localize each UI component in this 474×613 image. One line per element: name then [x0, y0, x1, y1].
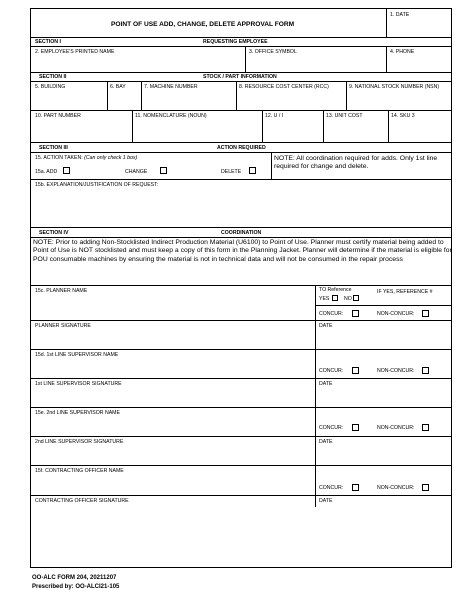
- office-symbol-field[interactable]: 3. OFFICE SYMBOL: [249, 49, 297, 55]
- coordination-note: NOTE: All coordination required for adds. Only 1st line required for change and delete.: [274, 155, 438, 171]
- section4-heading: COORDINATION: [221, 230, 262, 236]
- action-hint: (Can only check 1 box): [84, 155, 138, 161]
- sku-field[interactable]: 14. SKU 3: [391, 113, 415, 119]
- add-label: 15a. ADD: [35, 169, 58, 175]
- sup2-signature-field[interactable]: 2nd LINE SUPERVISOR SIGNATURE: [35, 439, 124, 445]
- sup2-nonconcur-label: NON-CONCUR:: [377, 425, 415, 431]
- nsn-field[interactable]: 9. NATIONAL STOCK NUMBER (NSN): [349, 84, 440, 90]
- building-field[interactable]: 5. BUILDING: [35, 84, 66, 90]
- no-label: NO: [344, 296, 352, 302]
- co-nonconcur-checkbox[interactable]: [422, 484, 429, 491]
- planner-name-field[interactable]: 15c. PLANNER NAME: [35, 288, 88, 294]
- unit-cost-field[interactable]: 13. UNIT COST: [326, 113, 363, 119]
- machine-number-field[interactable]: 7. MACHINE NUMBER: [144, 84, 198, 90]
- sup1-date-field[interactable]: DATE: [319, 381, 333, 387]
- no-checkbox[interactable]: [353, 295, 359, 301]
- section4-label: SECTION IV: [39, 230, 69, 236]
- sup1-nonconcur-checkbox[interactable]: [422, 367, 429, 374]
- section2-heading: STOCK / PART INFORMATION: [203, 74, 277, 80]
- sup2-concur-checkbox[interactable]: [352, 424, 359, 431]
- sup1-concur-checkbox[interactable]: [352, 367, 359, 374]
- to-reference-label: TO Reference: [319, 287, 352, 293]
- form-number: OO-ALC FORM 204, 20211207: [32, 575, 117, 581]
- rcc-field[interactable]: 8. RESOURCE COST CENTER (RCC): [239, 84, 329, 90]
- planner-nonconcur-checkbox[interactable]: [422, 310, 429, 317]
- co-signature-field[interactable]: CONTRACTING OFFICER SIGNATURE: [35, 498, 129, 504]
- form-title: POINT OF USE ADD, CHANGE, DELETE APPROVAL FORM: [111, 21, 295, 28]
- planner-signature-field[interactable]: PLANNER SIGNATURE: [35, 323, 91, 329]
- section1-label: SECTION I: [35, 39, 61, 45]
- part-number-field[interactable]: 10. PART NUMBER: [35, 113, 81, 119]
- nomenclature-field[interactable]: 11. NOMENCLATURE (NOUN): [135, 113, 207, 119]
- co-name-field[interactable]: 15f. CONTRACTING OFFICER NAME: [35, 468, 124, 474]
- add-checkbox[interactable]: [63, 167, 70, 174]
- planner-nonconcur-label: NON-CONCUR:: [377, 311, 415, 317]
- co-nonconcur-label: NON-CONCUR:: [377, 485, 415, 491]
- employee-name-field[interactable]: 2. EMPLOYEE'S PRINTED NAME: [35, 49, 115, 55]
- explanation-field[interactable]: 15b. EXPLANATION/JUSTIFICATION OF REQUEST:: [35, 182, 159, 188]
- yes-checkbox[interactable]: [332, 295, 338, 301]
- sup1-concur-label: CONCUR:: [319, 368, 344, 374]
- sup1-nonconcur-label: NON-CONCUR:: [377, 368, 415, 374]
- sup2-name-field[interactable]: 15e. 2nd LINE SUPERVISOR NAME: [35, 410, 120, 416]
- section2-label: SECTION II: [39, 74, 67, 80]
- sup2-nonconcur-checkbox[interactable]: [422, 424, 429, 431]
- planner-concur-checkbox[interactable]: [352, 310, 359, 317]
- co-concur-checkbox[interactable]: [352, 484, 359, 491]
- co-date-field[interactable]: DATE: [319, 498, 333, 504]
- ui-field[interactable]: 12. U / I: [265, 113, 284, 119]
- action-taken-label: 15. ACTION TAKEN: (Can only check 1 box): [35, 155, 138, 161]
- delete-checkbox[interactable]: [249, 167, 256, 174]
- sup1-name-field[interactable]: 15d. 1st LINE SUPERVISOR NAME: [35, 352, 119, 358]
- co-concur-label: CONCUR:: [319, 485, 344, 491]
- sup2-concur-label: CONCUR:: [319, 425, 344, 431]
- date-label: 1. DATE: [390, 12, 410, 18]
- section1-heading: REQUESTING EMPLOYEE: [203, 39, 268, 45]
- planner-concur-label: CONCUR:: [319, 311, 344, 317]
- yes-label: YES: [319, 296, 330, 302]
- sup1-signature-field[interactable]: 1st LINE SUPERVISOR SIGNATURE: [35, 381, 122, 387]
- change-label: CHANGE: [125, 169, 148, 175]
- section3-heading: ACTION REQUIRED: [217, 145, 266, 151]
- planner-date-field[interactable]: DATE: [319, 323, 333, 329]
- planner-note: NOTE: Prior to adding Non-Stocklisted Indirect Production Material (U6100) to Point of Use. Planner must certify material being added to Point of Use is NOT stocklisted and must keep a copy of this form in the Planning Jacket. Planner will determine if the material is eligible for POU consumable machines by ensuring the material is not in technical data and will not be consumed in the repair process: [33, 239, 452, 263]
- bay-field[interactable]: 6. BAY: [110, 84, 126, 90]
- approval-form: [30, 8, 452, 568]
- change-checkbox[interactable]: [160, 167, 167, 174]
- sup2-date-field[interactable]: DATE: [319, 439, 333, 445]
- if-yes-reference[interactable]: IF YES, REFERENCE #: [377, 289, 433, 295]
- phone-field[interactable]: 4. PHONE: [390, 49, 415, 55]
- prescribed-by: Prescribed by: OO-ALCI21-105: [32, 584, 120, 590]
- section3-label: SECTION III: [39, 145, 68, 151]
- delete-label: DELETE: [221, 169, 242, 175]
